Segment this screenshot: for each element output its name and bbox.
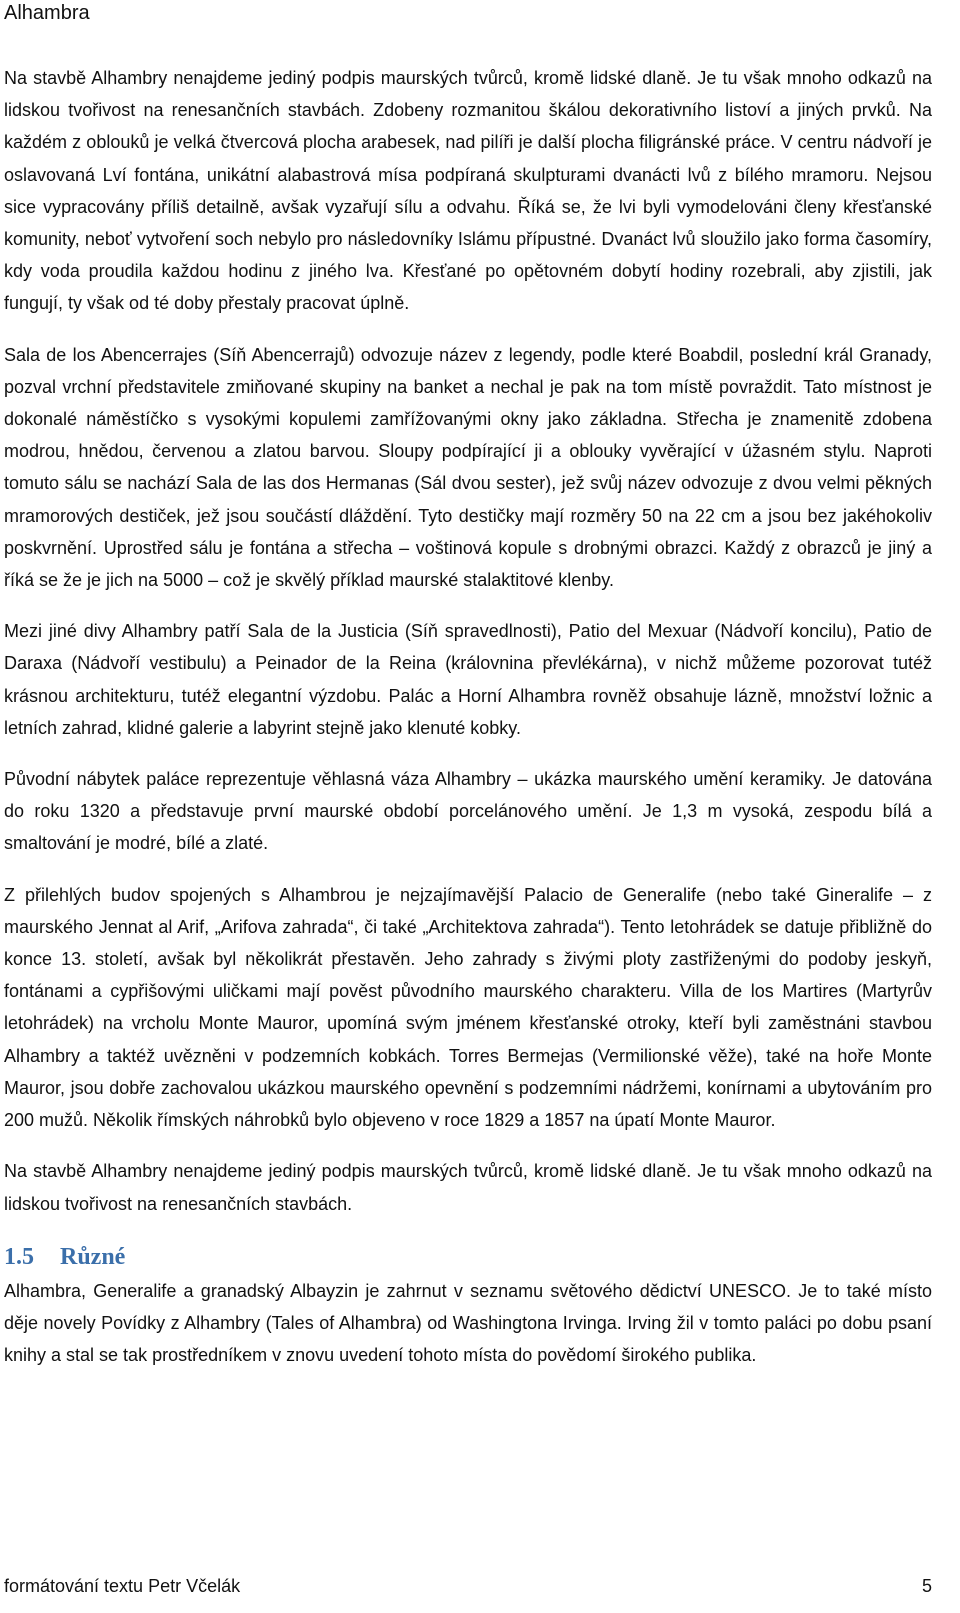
paragraph-other-wonders: Mezi jiné divy Alhambry patří Sala de la Justicia (Síň spravedlnosti), Patio del Mexuar (Nádvoří koncilu), Patio de Daraxa (Nádvoří vestibulu) a Peinador de la Reina (královnina převlékárna), v nichž můžeme pozorovat tutéž krásnou architekturu, tutéž elegantní výzdobu. Palác a Horní Alhambra rovněž obsahuje lázně, množství ložnic a letních zahrad, klidné galerie a labyrint stejně jako klenuté kobky. [4, 621, 932, 738]
paragraph-unesco: Alhambra, Generalife a granadský Albayzin je zahrnut v seznamu světového dědictví UNESCO. Je to také místo děje novely Povídky z Alhambry (Tales of Alhambra) od Washingtona Irvinga. Irving žil v tomto paláci po dobu psaní knihy a stal se tak prostředníkem v znovu uvedení tohoto místa do povědomí širokého publika. [4, 1280, 932, 1366]
page-footer [4, 1574, 932, 1598]
paragraph-abencerrajes: Sala de los Abencerrajes (Síň Abencerrajů) odvozuje název z legendy, podle které Boabdil, poslední král Granady, pozval vrchní představitele zmiňované skupiny na banket a nechal je pak na tom místě povraždit. Tato místnost je dokonalé náměstíčko s vysokými kopulemi zamřížovanými okny jako základna. Střecha je znamenitě zdobena modrou, hnědou, červenou a zlatou barvou. Sloupy podpírající ji a oblouky vyvěrající v úžasném stylu. Naproti tomuto sálu se nachází Sala de las dos Hermanas (Sál dvou sester), jež svůj název odvozuje z dvou velmi pěkných mramorových destiček, jež jsou součástí dláždění. Tyto destičky mají rozměry 50 na 22 cm a jsou bez jakéhokoliv poskvrnění. Uprostřed sálu je fontána a střecha – voštinová kopule s drobnými obrazci. Každý z obrazců je jiný a říká se že je jich na 5000 – což je skvělý příklad maurské stalaktitové klenby. [4, 344, 932, 591]
footer-credit: formátování textu Petr Včelák [4, 1576, 241, 1596]
paragraph-generalife: Z přilehlých budov spojených s Alhambrou je nejzajímavější Palacio de Generalife (nebo také Gineralife – z maurského Jennat al Arif, „Arifova zahrada“, či také „Architektova zahrada“). Tento letohrádek se datuje přibližně do konce 13. století, avšak byl několikrát přestavěn. Jeho zahrady s živými ploty zastřiženými do podoby jeskyň, fontánami a cypřišovými uličkami mají pověst původního maurského charakteru. Villa de los Martires (Martyrův letohrádek) na vrcholu Monte Mauror, upomíná svým jménem křesťanské otroky, kteří byli zaměstnáni stavbou Alhambry a taktéž uvězněni v podzemních kobkách. Torres Bermejas (Vermilionské věže), také na hoře Monte Mauror, jsou dobře zachovalou ukázkou maurského opevnění s podzemními nádržemi, konírnami a ubytováním pro 200 mužů. Několik římských náhrobků bylo objeveno v roce 1829 a 1857 na úpatí Monte Mauror. [4, 884, 932, 1131]
section-heading [4, 1239, 932, 1275]
page-number: 5 [921, 1576, 932, 1596]
section-number: 1.5 [4, 1243, 34, 1270]
document-body [4, 62, 932, 1390]
paragraph-lion-fountain: Na stavbě Alhambry nenajdeme jediný podpis maurských tvůrců, kromě lidské dlaně. Je tu však mnoho odkazů na lidskou tvořivost na renesančních stavbách. Zdobeny rozmanitou škálou dekorativního listoví a jiných prvků. Na každém z oblouků je velká čtvercová plocha arabesek, nad pilíři je další plocha filigránské práce. V centru nádvoří je oslavovaná Lví fontána, unikátní alabastrová mísa podpíraná skulpturami dvanácti lvů z bílého mramoru. Nejsou sice vypracovány příliš detailně, avšak vyzařují sílu a odvahu. Říká se, že lvi byli vymodelováni členy křesťanské komunity, neboť vytvoření soch nebylo pro následovníky Islámu přípustné. Dvanáct lvů sloužilo jako forma časomíry, kdy voda proudila každou hodinu z jiného lva. Křesťané po opětovném dobytí hodiny rozebrali, aby zjistili, jak fungují, ty však od té doby přestaly pracovat úplně. [4, 68, 932, 314]
paragraph-vase: Původní nábytek paláce reprezentuje věhlasná váza Alhambry – ukázka maurského umění keramiky. Je datována do roku 1320 a představuje první maurské období porcelánového umění. Je 1,3 m vysoká, zespodu bílá a smaltování je modré, bílé a zlaté. [4, 769, 932, 854]
paragraph-signature-repeat: Na stavbě Alhambry nenajdeme jediný podpis maurských tvůrců, kromě lidské dlaně. Je tu však mnoho odkazů na lidskou tvořivost na renesančních stavbách. [4, 1161, 932, 1214]
section-title: Různé [60, 1243, 126, 1270]
running-header: Alhambra [4, 2, 90, 24]
